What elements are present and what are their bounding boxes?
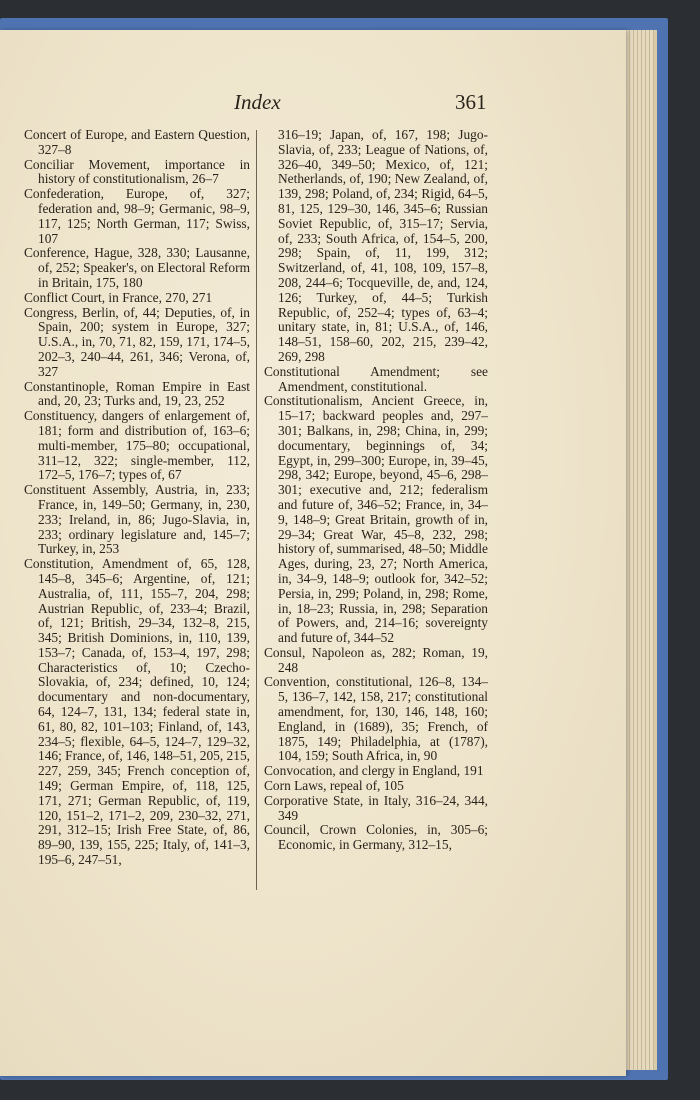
index-entry: Conference, Hague, 328, 330; Lausanne, of, 252; Speaker's, on Electoral Reform in Britain, 175, 180 [24,245,250,290]
index-entry: Constituency, dangers of enlargement of, 181; form and distribution of, 163–6; multi-member, 175–80; occupational, 311–12, 322; single-member, 112, 172–5, 176–7; types of, 67 [24,408,250,483]
index-entry-continued: 316–19; Japan, of, 167, 198; Jugo-Slavia, of, 233; League of Nations, of, 326–40, 349–50; Mexico, of, 121; Netherlands, of, 190; New Zealand, of, 139, 298; Poland, of, 234; Rigid, 64–5, 81, 125, 129–30, 146, 345–6; Russian Soviet Republic, of, 315–17; Servia, of, 233; South Africa, of, 154–5, 200, 298; Spain, of, 11, 199, 312; Switzerland, of, 41, 108, 109, 157–8, 208, 244–6; Tocqueville, de, and, 124, 126; Turkey, of, 44–5; Turkish Republic, of, 252–4; types of, 63–4; unitary state, in, 81; U.S.A., of, 146, 148–51, 158–60, 202, 215, 239–42, 269, 298 [278,127,488,364]
index-entry: Conciliar Movement, importance in history of constitutionalism, 26–7 [24,156,250,187]
index-entry: Constitution, Amendment of, 65, 128, 145–8, 345–6; Argentine, of, 121; Australia, of, 111, 155–7, 204, 298; Austrian Republic, of, 233–4; Brazil, of, 121; British, 29–34, 132–8, 215, 345; British Dominions, in, 110, 139, 153–7; Canada, of, 153–4, 197, 298; Characteristics of, 10; Czecho-Slovakia, of, 234; defined, 10, 124; documentary and non-documentary, 64, 124–7, 131, 134; federal state in, 61, 80, 82, 101–103; Finland, of, 143, 234–5; flexible, 64–5, 124–7, 129–32, 146; France, of, 146, 148–51, 205, 215, 227, 259, 345; French conception of, 149; German Empire, of, 118, 125, 171, 271; German Republic, of, 119, 120, 151–2, 171–2, 209, 230–32, 271, 291, 312–15; Irish Free State, of, 86, 89–90, 139, 155, 225; Italy, of, 141–3, 195–6, 247–51, [24,556,250,868]
index-entry: Convention, constitutional, 126–8, 134–5, 136–7, 142, 158, 217; constitutional amendment, for, 130, 146, 148, 160; England, in (1689), 35; French, of 1875, 149; Philadelphia, at (1787), 104, 159; South Africa, in, 90 [264,674,488,764]
index-entry: Constituent Assembly, Austria, in, 233; France, in, 149–50; Germany, in, 230, 233; Ireland, in, 86; Jugo-Slavia, in, 233; ordinary legislature and, 145–7; Turkey, in, 253 [24,482,250,557]
index-entry: Concert of Europe, and Eastern Question, 327–8 [24,127,250,157]
index-column-left [24,128,250,868]
index-entry: Constitutionalism, Ancient Greece, in, 15–17; backward peoples and, 297–301; Balkans, in, 298; China, in, 299; documentary, beginnings of, 34; Egypt, in, 299–300; Europe, in, 39–45, 298, 342; Europe, beyond, 45–6, 298–301; executive and, 212; federalism and future of, 346–52; France, in, 34–9, 148–9; Great Britain, growth of in, 29–34; Great War, 45–8, 232, 298; history of, summarised, 48–50; Middle Ages, during, 23, 27; North America, in, 34–9, 148–9; outlook for, 342–52; Persia, in, 299; Poland, in, 298; Rome, in, 18–23; Russia, in, 298; Separation of Powers, and, 214–16; sovereignty and future of, 344–52 [264,393,488,646]
index-entry: Constantinople, Roman Empire in East and, 20, 23; Turks and, 19, 23, 252 [24,378,250,409]
index-entry: Corporative State, in Italy, 316–24, 344, 349 [264,792,488,823]
index-entry: Conflict Court, in France, 270, 271 [24,289,213,305]
index-entry: Confederation, Europe, of, 327; federation and, 98–9; Germanic, 98–9, 117, 125; North German, 117; Swiss, 107 [24,186,250,246]
index-entry: Constitutional Amendment; see Amendment, constitutional. [264,363,488,394]
index-entry: Congress, Berlin, of, 44; Deputies, of, in Spain, 200; system in Europe, 327; U.S.A., in, 70, 71, 82, 159, 171, 174–5, 202–3, 240–44, 261, 346; Verona, of, 327 [24,304,250,379]
index-entry: Corn Laws, repeal of, 105 [264,778,404,794]
page-number: 361 [455,90,487,114]
running-title: Index [234,90,281,114]
index-column-right [264,128,488,853]
column-divider [256,130,257,890]
index-entry: Consul, Napoleon as, 282; Roman, 19, 248 [264,644,488,675]
index-entry: Convocation, and clergy in England, 191 [264,763,484,779]
index-entry: Council, Crown Colonies, in, 305–6; Economic, in Germany, 312–15, [264,822,488,853]
